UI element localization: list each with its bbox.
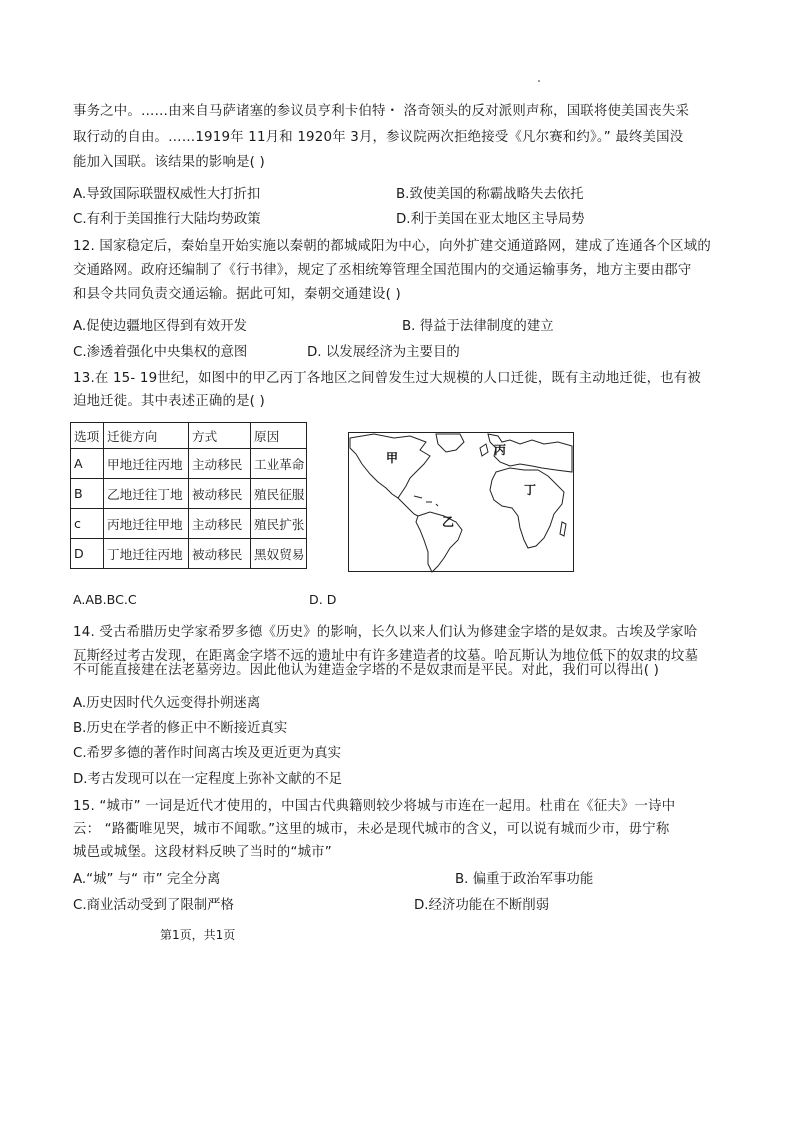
q13-options-abc: A.AB.BC.C (73, 592, 137, 607)
table-header-cell: 选项 (71, 423, 104, 449)
table-cell: 丙地迁往甲地 (104, 509, 189, 539)
q12-option-a: A.促使边疆地区得到有效开发 (73, 319, 247, 334)
table-cell: 主动移民 (189, 449, 251, 479)
q14-line-1: 14. 受古希腊历史学家希罗多德《历史》的影响，长久以来人们认为修建金字塔的是奴隶。古埃及学家哈 (73, 625, 698, 640)
table-cell: 主动移民 (189, 509, 251, 539)
q15-option-a: A.“城” 与“ 市” 完全分离 (73, 872, 221, 887)
q11-line-3: 能加入国联。该结果的影响是( ) (73, 155, 265, 170)
map-label-yi: 乙 (442, 515, 455, 529)
table-cell: 甲地迁往丙地 (104, 449, 189, 479)
q12-line-1: 12. 国家稳定后，秦始皇开始实施以秦朝的都城咸阳为中心，向外扩建交通道路网，建成了连通各个区域的 (73, 239, 711, 254)
table-row (71, 509, 307, 539)
table-cell: c (71, 509, 104, 539)
q15-option-d: D.经济功能在不断削弱 (414, 898, 550, 913)
q12-option-d: D. 以发展经济为主要目的 (307, 345, 460, 360)
q14-option-a: A.历史因时代久远变得扑朔迷离 (73, 696, 261, 711)
table-header-cell: 迁徙方向 (104, 423, 189, 449)
table-cell: B (71, 479, 104, 509)
q15-line-3: 城邑或城堡。这段材料反映了当时的“城市” (73, 845, 332, 860)
q14-option-b: B.历史在学者的修正中不断接近真实 (73, 721, 288, 736)
table-cell: 工业革命 (251, 449, 307, 479)
q15-line-1: 15. “城市” 一词是近代才使用的，中国古代典籍则较少将城与市连在一起用。杜甫在《征夫》一诗中 (73, 799, 676, 814)
q11-line-2: 取行动的自由。……1919年 11月和 1920年 3月，参议院两次拒绝接受《凡尔赛和约》。” 最终美国没 (73, 130, 684, 145)
table-cell: D (71, 539, 104, 569)
map-label-bing: 丙 (494, 443, 507, 457)
q13-line-2: 迫地迁徙。其中表述正确的是( ) (73, 394, 265, 409)
table-header-cell: 方式 (189, 423, 251, 449)
table-row (71, 449, 307, 479)
q14-line-3: 不可能直接建在法老墓旁边。因此他认为建造金字塔的不是奴隶而是平民。对此，我们可以得出( ) (73, 663, 660, 678)
q12-option-c: C.渗透着强化中央集权的意图 (73, 345, 248, 360)
q14-option-c: C.希罗多德的著作时间离古埃及更近更为真实 (73, 746, 342, 761)
q12-option-b: B. 得益于法律制度的建立 (402, 319, 554, 334)
table-cell: A (71, 449, 104, 479)
table-cell: 殖民扩张 (251, 509, 307, 539)
table-row (71, 539, 307, 569)
q14-option-d: D.考古发现可以在一定程度上弥补文献的不足 (73, 772, 342, 787)
q11-option-a: A.导致国际联盟权威性大打折扣 (73, 187, 261, 202)
q15-line-2: 云： “路衢唯见哭，城市不闻歌。”这里的城市，未必是现代城市的含义，可以说有城而少市，毋宁称 (73, 822, 670, 837)
table-header-cell: 原因 (251, 423, 307, 449)
q12-line-3: 和县令共同负责交通运输。据此可知，秦朝交通建设( ) (73, 287, 401, 302)
map-label-jia: 甲 (386, 451, 399, 465)
table-cell: 殖民征服 (251, 479, 307, 509)
q15-option-c: C.商业活动受到了限制严格 (73, 898, 234, 913)
page-footer: 第1页，共1页 (160, 928, 236, 942)
q15-option-b: B. 偏重于政治军事功能 (455, 872, 594, 887)
q11-line-1: 事务之中。……由来自马萨诸塞的参议员亨利卡伯特・ 洛奇领头的反对派则声称，国联将使美国丧失采 (73, 104, 690, 119)
table-cell: 被动移民 (189, 479, 251, 509)
stray-dot (538, 80, 540, 82)
table-cell: 黑奴贸易 (251, 539, 307, 569)
map-label-ding: 丁 (524, 483, 537, 497)
q12-line-2: 交通路网。政府还编制了《行书律》，规定了丞相统筹管理全国范围内的交通运输事务，地方主要由郡守 (73, 263, 692, 278)
q13-option-d: D. D (309, 592, 337, 607)
q11-option-d: D.利于美国在亚太地区主导局势 (396, 212, 585, 227)
migration-table (70, 422, 307, 569)
q13-line-1: 13.在 15- 19世纪，如图中的甲乙丙丁各地区之间曾发生过大规模的人口迁徙，既有主动地迁徙，也有被 (73, 371, 701, 386)
q14-line-2: 瓦斯经过考古发现，在距离金字塔不远的遗址中有许多建造者的坟墓。哈瓦斯认为地位低下的奴隶的坟墓 (73, 649, 699, 664)
atlantic-world-map (348, 432, 574, 574)
table-header-row (71, 423, 307, 449)
table-row (71, 479, 307, 509)
table-cell: 丁地迁往丙地 (104, 539, 189, 569)
table-cell: 乙地迁往丁地 (104, 479, 189, 509)
q11-option-c: C.有利于美国推行大陆均势政策 (73, 212, 261, 227)
table-cell: 被动移民 (189, 539, 251, 569)
q11-option-b: B.致使美国的称霸战略失去依托 (396, 187, 584, 202)
